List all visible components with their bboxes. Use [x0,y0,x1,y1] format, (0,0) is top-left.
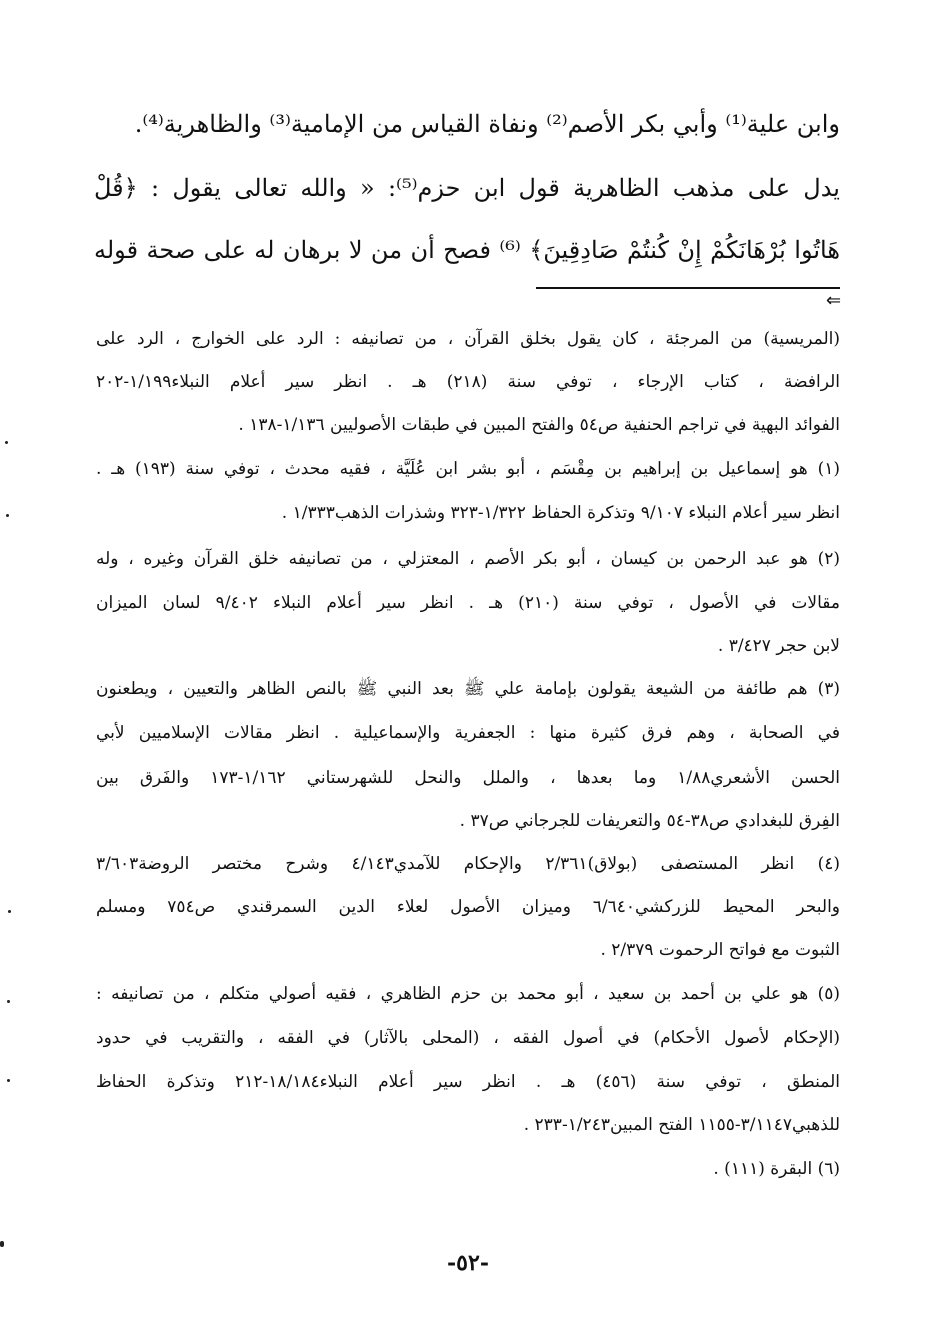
body-text-line-2: يدل على مذهب الظاهرية قول ابن حزم⁽⁵⁾: « والله تعالى يقول : ﴿قُلْ [94,174,840,202]
footnote-2-line-1: (٢) هو عبد الرحمن بن كيسان ، أبو بكر الأصم ، المعتزلي ، من تصانيفه خلق القرآن وغيره ، وله [96,549,840,569]
footnote-2-line-2: مقالات في الأصول ، توفي سنة (٢١٠) هـ . انظر سير أعلام النبلاء ٩/٤٠٢ لسان الميزان [96,593,840,613]
footnote-3-line-1: (٣) هم طائفة من الشيعة يقولون بإمامة علي ﷺ بعد النبي ﷺ بالنص الظاهر والتعيين ، ويطعنون [96,679,840,699]
body-text-line-3: هَاتُوا بُرْهَانَكُمْ إِنْ كُنتُمْ صَادِقِينَ﴾ ⁽⁶⁾ فصح أن من لا برهان له على صحة قوله [94,236,840,264]
continuation-arrow-icon: ⇐ [826,290,842,311]
footnote-continued-line-1: (المريسية) من المرجئة ، كان يقول بخلق القرآن ، من تصانيفه : الرد على الخوارج ، الرد على [96,329,840,349]
scan-speck [7,1079,10,1082]
scan-speck [8,910,11,913]
footnote-1-line-1: (١) هو إسماعيل بن إبراهيم بن مِقْسَم ، أبو بشر ابن عُلَيَّة ، فقيه محدث ، توفي سنة (١٩٣) هـ . [96,459,840,479]
scan-speck [0,1241,4,1247]
footnote-5-line-3: المنطق ، توفي سنة (٤٥٦) هـ . انظر سير أعلام النبلاء١٨/١٨٤-٢١٢ وتذكرة الحفاظ [96,1072,840,1092]
footnote-3-line-4: الفِرق للبغدادي ص٣٨-٥٤ والتعريفات للجرجاني ص٣٧ . [459,811,840,831]
footnote-1-line-2: انظر سير أعلام النبلاء ٩/١٠٧ وتذكرة الحفاظ ١/٣٢٢-٣٢٣ وشذرات الذهب١/٣٣٣ . [281,503,840,523]
footnote-4-line-2: والبحر المحيط للزركشي٦/٦٤٠ وميزان الأصول لعلاء الدين السمرقندي ص٧٥٤ ومسلم [96,897,840,917]
footnote-5-line-1: (٥) هو علي بن أحمد بن سعيد ، أبو محمد بن حزم الظاهري ، فقيه أصولي متكلم ، من تصانيفه : [96,984,840,1004]
footnote-continued-line-3: الفوائد البهية في تراجم الحنفية ص٥٤ والفتح المبين في طبقات الأصوليين ١/١٣٦-١٣٨ . [238,415,840,435]
footnote-3-line-3: الحسن الأشعري١/٨٨ وما بعدها ، والملل والنحل للشهرستاني ١/١٦٢-١٧٣ والفَرق بين [96,768,840,788]
body-text-line-1: وابن علية⁽¹⁾ وأبي بكر الأصم⁽²⁾ ونفاة القياس من الإمامية⁽³⁾ والظاهرية⁽⁴⁾. [134,110,840,138]
footnote-6-line-1: (٦) البقرة (١١١) . [713,1159,840,1179]
footnote-separator [536,287,840,289]
scan-speck [6,514,9,517]
scan-speck [7,1000,10,1003]
footnote-4-line-1: (٤) انظر المستصفى (بولاق)٢/٣٦١ والإحكام للآمدي٤/١٤٣ وشرح مختصر الروضة٣/٦٠٣ [96,854,840,874]
scan-speck [5,441,8,444]
page-number: -٥٢- [447,1250,489,1276]
footnote-3-line-2: في الصحابة ، وهم فرق كثيرة منها : الجعفرية والإسماعيلية . انظر مقالات الإسلاميين لأبي [96,723,840,743]
footnote-continued-line-2: الرافضة ، كتاب الإرجاء ، توفي سنة (٢١٨) هـ . انظر سير أعلام النبلاء١/١٩٩-٢٠٢ [96,372,840,392]
footnote-4-line-3: الثبوت مع فواتح الرحموت ٢/٣٧٩ . [600,940,840,960]
footnote-5-line-2: (الإحكام لأصول الأحكام) في أصول الفقه ، (المحلى بالآثار) في الفقه ، والتقريب في حدود [96,1028,840,1048]
footnote-5-line-4: للذهبي٣/١١٤٧-١١٥٥ الفتح المبين١/٢٤٣-٢٣٣ . [523,1115,840,1135]
footnote-2-line-3: لابن حجر ٣/٤٢٧ . [717,636,840,656]
